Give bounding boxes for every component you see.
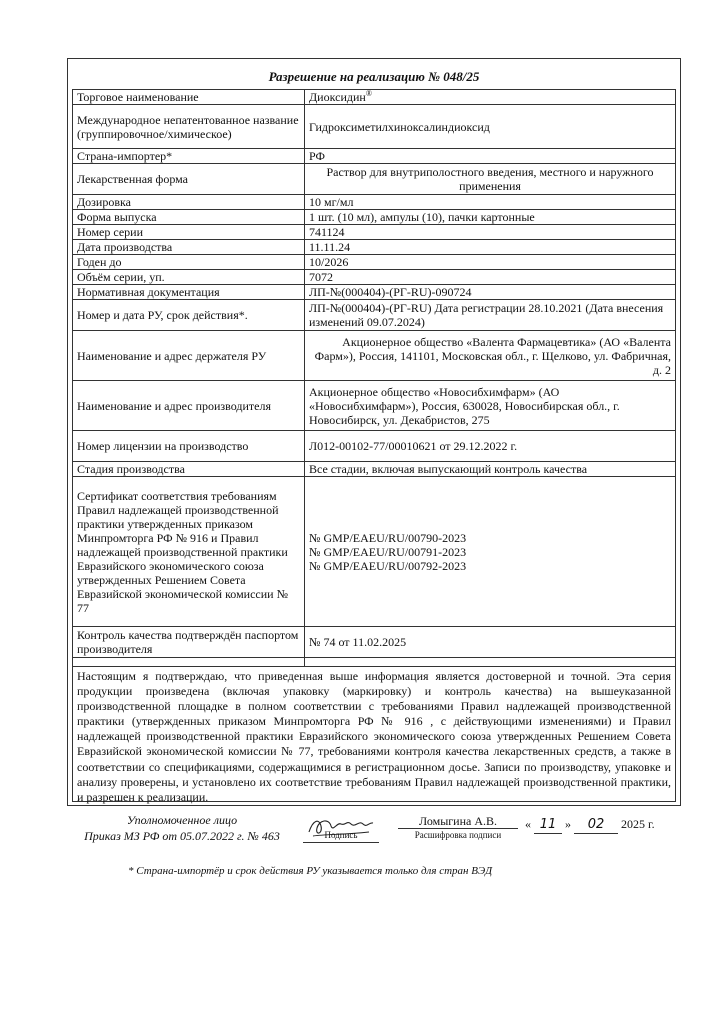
- row-label: Номер серии: [73, 225, 305, 240]
- table-row: [73, 105, 676, 149]
- row-value: Все стадии, включая выпускающий контроль качества: [305, 462, 676, 477]
- gmp-certificate: № GMP/EAEU/RU/00790-2023: [309, 530, 467, 545]
- signature-caption: Подпись: [324, 830, 358, 840]
- row-label: Форма выпуска: [73, 210, 305, 225]
- gmp-certificate: № GMP/EAEU/RU/00792-2023: [309, 558, 467, 573]
- row-label: Объём серии, уп.: [73, 270, 305, 285]
- row-value: 7072: [305, 270, 676, 285]
- table-row: [73, 627, 676, 658]
- row-label: Наименование и адрес производителя: [73, 381, 305, 431]
- gmp-certificate: № GMP/EAEU/RU/00791-2023: [309, 544, 467, 559]
- table-row: [73, 240, 676, 255]
- table-row: [73, 285, 676, 300]
- date-day: 11: [534, 817, 562, 834]
- row-label: Годен до: [73, 255, 305, 270]
- row-label: Нормативная документация: [73, 285, 305, 300]
- row-label: Номер и дата РУ, срок действия*.: [73, 300, 305, 331]
- table-row: [73, 255, 676, 270]
- authorized-title: Уполномоченное лицо: [126, 813, 238, 827]
- row-value: ЛП-№(000404)-(РГ-RU) Дата регистрации 28.10.2021 (Дата внесения изменений 09.07.2024): [305, 300, 676, 331]
- signer-name-caption: Расшифровка подписи: [414, 830, 502, 840]
- table-row: [73, 164, 676, 195]
- table-row: [73, 270, 676, 285]
- row-label: Наименование и адрес держателя РУ: [73, 331, 305, 381]
- table-row: [73, 210, 676, 225]
- permit-document: [67, 58, 681, 806]
- row-value: ЛП-№(000404)-(РГ-RU)-090724: [305, 285, 676, 300]
- release-statement: Настоящим я подтверждаю, что приведенная выше информация является достоверной и точной. Эта серия продукции произведена (включая упаковку (маркировку) и контроль качества) на вышеуказанной производственной площадке в полном соответствии с требованиями Правил надлежащей производственной практики (утвержденных приказом Минпромторга РФ № 916 , с действующими изменениями) и Правил надлежащей производственной практики Евразийского экономического союза утвержденных Решением Совета Евразийской экономической комиссии № 77, требованиями контроля качества лекарственных средств, а также в соответствии со спецификациями, содержащимися в регистрационном досье. Записи по производству, упаковке и анализу проверены, и установлено их соответствие требованиям Правил надлежащей производственной практики, и разрешен к реализации.: [72, 666, 676, 802]
- registered-mark: ®: [365, 89, 372, 98]
- row-label: Лекарственная форма: [73, 164, 305, 195]
- document-title: Разрешение на реализацию № 048/25: [268, 69, 480, 84]
- signature-date: [525, 816, 675, 834]
- row-label: Контроль качества подтверждён паспортом производителя: [73, 627, 305, 658]
- row-label: Торговое наименование: [73, 90, 305, 105]
- row-value: 1 шт. (10 мл), ампулы (10), пачки картонные: [305, 210, 676, 225]
- row-label: Стадия производства: [73, 462, 305, 477]
- signer-name: Ломыгина А.В.: [398, 814, 518, 829]
- authorized-person: [67, 812, 297, 844]
- row-value: 741124: [305, 225, 676, 240]
- row-label: Номер лицензии на производство: [73, 431, 305, 462]
- row-value: 10/2026: [305, 255, 676, 270]
- row-value: 10 мг/мл: [305, 195, 676, 210]
- signature-block: [67, 808, 681, 852]
- row-value: РФ: [305, 149, 676, 164]
- row-value: Акционерное общество «Валента Фармацевтика» (АО «Валента Фарм»), Россия, 141101, Московская обл., г. Щелково, ул. Фабричная, д. 2: [305, 331, 676, 381]
- row-value: № 74 от 11.02.2025: [305, 627, 676, 658]
- table-row: [73, 300, 676, 331]
- date-close-quote: »: [565, 817, 571, 831]
- table-row: [73, 331, 676, 381]
- row-value: 11.11.24: [305, 240, 676, 255]
- table-row: [73, 90, 676, 105]
- row-value: Раствор для внутриполостного введения, местного и наружного применения: [305, 164, 676, 195]
- row-label: Дата производства: [73, 240, 305, 255]
- table-row: [73, 431, 676, 462]
- table-row: [73, 225, 676, 240]
- date-month: 02: [574, 817, 618, 834]
- footnote: * Страна-импортёр и срок действия РУ указывается только для стран ВЭД: [128, 865, 493, 877]
- row-label: Международное непатентованное название (группировочное/химическое): [73, 105, 305, 149]
- row-value: [305, 477, 676, 627]
- table-row: [73, 149, 676, 164]
- row-value: [305, 90, 676, 105]
- row-label: Страна-импортер*: [73, 149, 305, 164]
- row-label: Дозировка: [73, 195, 305, 210]
- table-row: [73, 462, 676, 477]
- authorized-order: Приказ МЗ РФ от 05.07.2022 г. № 463: [84, 829, 280, 843]
- table-row: [73, 477, 676, 627]
- trade-name: Диоксидин: [309, 90, 366, 104]
- row-label: Сертификат соответствия требованиям Правил надлежащей производственной практики утвержденных приказом Минпромторга РФ № 916 и Правил надлежащей производственной практики Евразийского экономического союза утвержденных Решением Совета Евразийской экономической комиссии № 77: [73, 477, 305, 627]
- product-info-table: [72, 89, 676, 667]
- row-value: Акционерное общество «Новосибхимфарм» (АО «Новосибхимфарм»), Россия, 630028, Новосибирская обл., г. Новосибирск, ул. Декабристов, 275: [305, 381, 676, 431]
- table-row: [73, 195, 676, 210]
- table-row: [73, 381, 676, 431]
- date-open-quote: «: [525, 817, 531, 831]
- date-year: 2025 г.: [621, 817, 655, 831]
- row-value: Л012-00102-77/00010621 от 29.12.2022 г.: [305, 431, 676, 462]
- row-value: Гидроксиметилхиноксалиндиоксид: [305, 105, 676, 149]
